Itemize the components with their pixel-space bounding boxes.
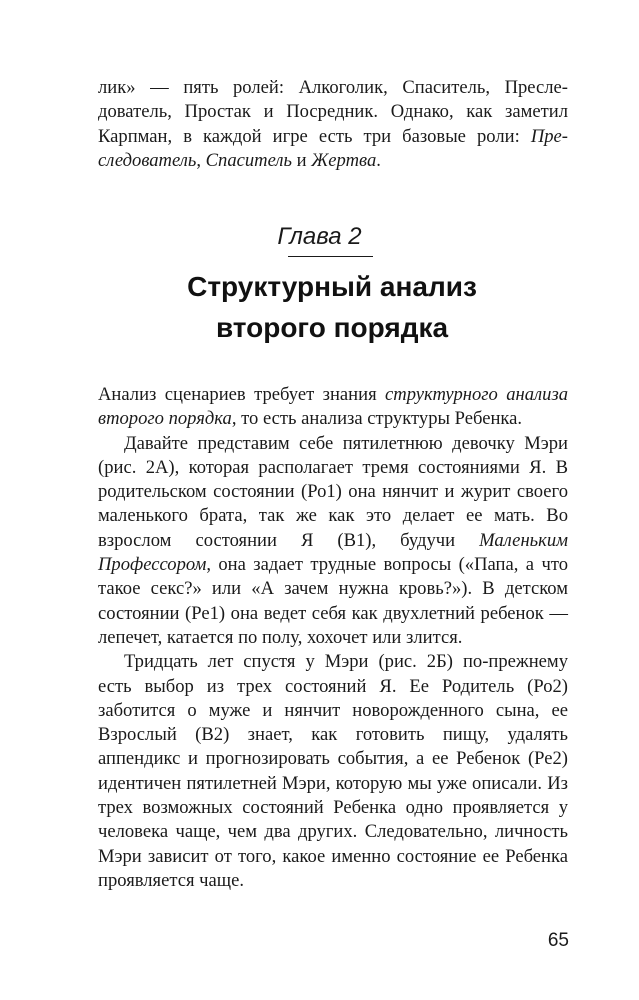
role-persecutor: Преследователь	[98, 125, 568, 171]
separator: и	[291, 149, 312, 171]
continued-paragraph-text: лик» — пять ролей: Алкоголик, Спаситель, Преследователь, Простак и Посредник. Однако, как заметил Карпман, в каждой игре есть три базовые роли:	[98, 77, 568, 147]
paragraph-text: Давайте представим себе пятилетнюю девочку Мэри (рис. 2А), которая располагает тремя состояниями Я. В родительском состоянии (Ро1) она нянчит и журит своего маленького брата, так же как это делает ее мать. Во взрослом состоянии Я (В1), будучи	[98, 432, 568, 551]
chapter-title-line-2: второго порядка	[215, 312, 449, 343]
continued-paragraph	[98, 76, 568, 173]
emphasis-term: структурного анализа второго порядка	[98, 384, 568, 430]
sentence-end: .	[376, 149, 381, 171]
chapter-body	[98, 383, 568, 893]
chapter-title-line-1: Структурный анализ	[187, 271, 477, 302]
paragraph-text: Анализ сценариев требует знания	[98, 384, 386, 405]
chapter-divider	[288, 256, 373, 257]
paragraph-text: , она задает трудные вопросы («Папа, а что такое секс?» или «А зачем нужна кровь?»). В детском состоянии (Ре1) она ведет себя как двухлетний ребенок — лепечет, катается по полу, хохочет или злится.	[98, 554, 568, 648]
paragraph-2	[98, 432, 568, 651]
page-number: 65	[547, 930, 569, 951]
emphasis-term: Маленьким Профессором	[98, 529, 568, 576]
role-victim: Жертва	[311, 149, 377, 171]
separator: ,	[196, 149, 206, 171]
paragraph-3: Тридцать лет спустя у Мэри (рис. 2Б) по-прежнему есть выбор из трех состояний Я. Ее Родитель (Ро2) заботится о муже и нянчит новорожденного сына, ее Взрослый (В2) знает, как готовить пищу, удалять аппендикс и прогнозировать события, а ее Ребенок (Ре2) идентичен пятилетней Мэри, которую мы уже описали. Из трех возможных состояний Ребенка одно проявляется у человека чаще, чем два других. Следовательно, личность Мэри зависит от того, какое именно состояние ее Ребенка проявляется чаще.	[98, 651, 568, 891]
paragraph-1	[98, 383, 568, 432]
role-rescuer: Спаситель	[205, 149, 292, 171]
chapter-label: Глава 2	[277, 223, 362, 250]
chapter-title	[0, 266, 639, 348]
paragraph-text: , то есть анализа структуры Ребенка.	[231, 408, 523, 430]
